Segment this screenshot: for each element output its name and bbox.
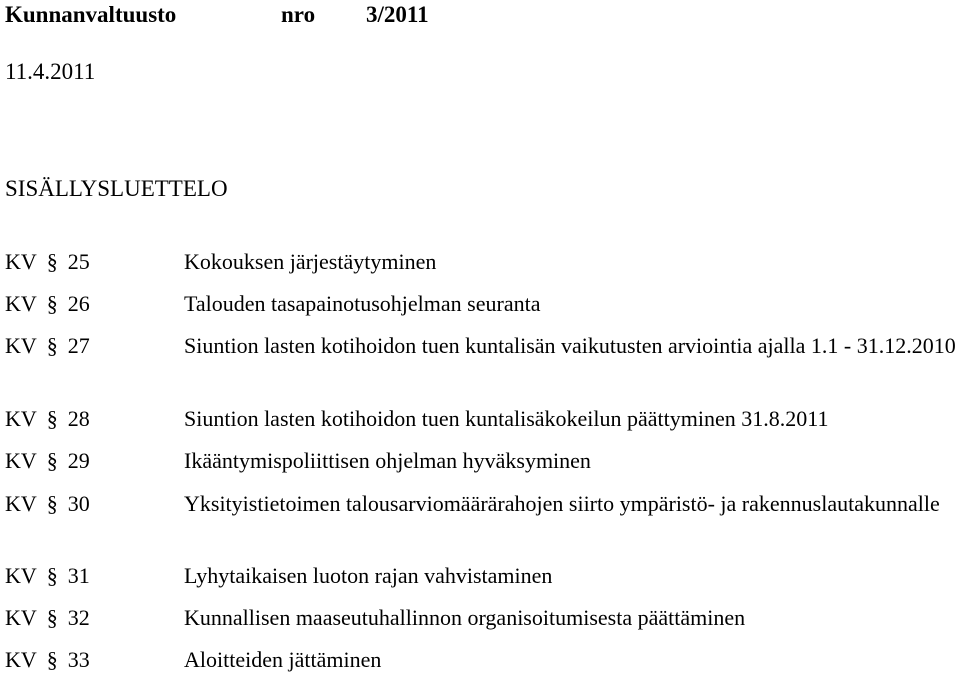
- toc-item-prefix: KV: [5, 605, 37, 630]
- toc-item-subject: Kokouksen järjestäytyminen: [184, 249, 437, 274]
- toc-item-subject: Siuntion lasten kotihoidon tuen kuntalisän vaikutusten arviointia ajalla 1.1 - 31.12.2010: [184, 333, 956, 358]
- toc-item-number: 25: [67, 249, 90, 274]
- toc-item-subject: Lyhytaikaisen luoton rajan vahvistaminen: [184, 563, 553, 588]
- section-symbol: §: [46, 563, 58, 588]
- meeting-date: 11.4.2011: [5, 59, 96, 84]
- toc-item-prefix: KV: [5, 291, 37, 316]
- toc-item-subject: Ikääntymispoliittisen ohjelman hyväksyminen: [184, 448, 591, 473]
- toc-item-code: [5, 446, 90, 475]
- section-symbol: §: [46, 647, 58, 672]
- document-header: [5, 2, 429, 28]
- toc-item-prefix: KV: [5, 448, 37, 473]
- toc-item-code: [5, 404, 90, 433]
- toc-item-code: [5, 247, 90, 276]
- toc-item-subject: Talouden tasapainotusohjelman seuranta: [184, 291, 541, 316]
- toc-item-number: 28: [67, 406, 90, 431]
- toc-item-code: [5, 561, 90, 590]
- toc-item-code: [5, 331, 90, 360]
- toc-item-number: 26: [67, 291, 90, 316]
- toc-item-prefix: KV: [5, 647, 37, 672]
- toc-title: SISÄLLYSLUETTELO: [5, 176, 228, 201]
- toc-item-number: 30: [67, 491, 90, 516]
- toc-item-subject: Kunnallisen maaseutuhallinnon organisoitumisesta päättäminen: [184, 605, 746, 630]
- toc-item-prefix: KV: [5, 406, 37, 431]
- toc-item-subject: Aloitteiden jättäminen: [184, 647, 382, 672]
- toc-item-code: [5, 603, 90, 632]
- section-symbol: §: [46, 448, 58, 473]
- toc-item-prefix: KV: [5, 333, 37, 358]
- toc-item-prefix: KV: [5, 563, 37, 588]
- section-symbol: §: [46, 605, 58, 630]
- toc-item-number: 31: [67, 563, 90, 588]
- meeting-number: 3/2011: [366, 2, 429, 27]
- toc-item-number: 33: [67, 647, 90, 672]
- toc-item-prefix: KV: [5, 491, 37, 516]
- toc-item-code: [5, 289, 90, 318]
- toc-item-number: 29: [67, 448, 90, 473]
- toc-item-number: 27: [67, 333, 90, 358]
- section-symbol: §: [46, 291, 58, 316]
- toc-item-subject: Siuntion lasten kotihoidon tuen kuntalisäkokeilun päättyminen 31.8.2011: [184, 406, 829, 431]
- toc-item-subject: Yksityistietoimen talousarviomäärärahojen siirto ympäristö- ja rakennuslautakunnalle: [184, 491, 940, 516]
- toc-item-number: 32: [67, 605, 90, 630]
- section-symbol: §: [46, 249, 58, 274]
- section-symbol: §: [46, 491, 58, 516]
- toc-item-code: [5, 645, 90, 674]
- council-name: Kunnanvaltuusto: [5, 2, 177, 27]
- toc-item-prefix: KV: [5, 249, 37, 274]
- nro-label: nro: [281, 2, 316, 27]
- toc-item-code: [5, 489, 90, 518]
- section-symbol: §: [46, 406, 58, 431]
- section-symbol: §: [46, 333, 58, 358]
